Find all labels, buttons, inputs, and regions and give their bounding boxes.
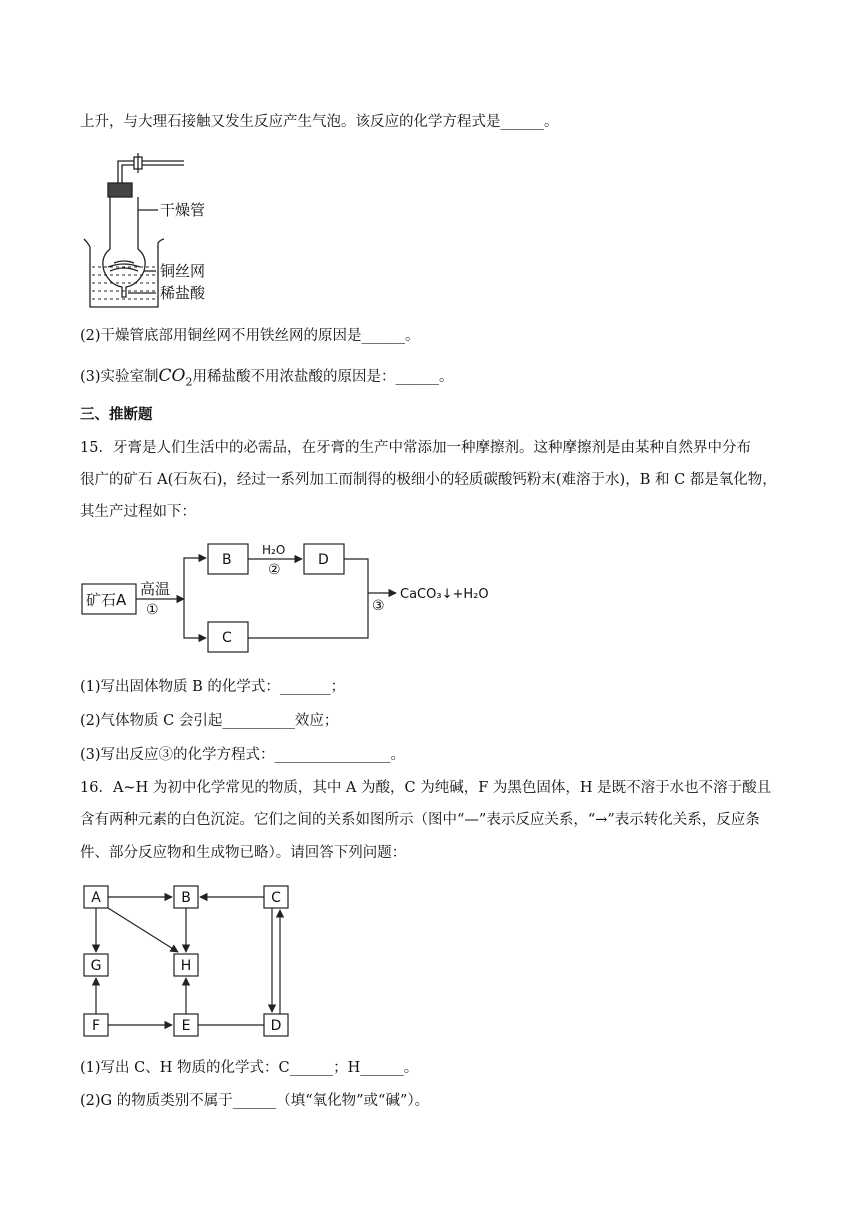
svg-text:H₂O: H₂O [262,543,286,557]
q16-line-1: 16．A~H 为初中化学常见的物质，其中 A 为酸，C 为纯碱，F 为黑色固体，H 是既不溶于水也不溶于酸且 [80,780,772,796]
svg-text:D: D [318,552,329,568]
q15-flow-diagram [78,538,518,658]
node-b: B [181,890,191,906]
q16-line-3: 件、部分反应物和生成物已略）。请回答下列问题： [80,845,407,861]
node-d: D [270,1018,282,1034]
q14-sub3: (3)实验室制$CO_2$用稀盐酸不用浓盐酸的原因是：______。 [80,366,454,389]
node-a: A [91,890,101,906]
co2-formula: $CO_2$ [158,366,193,389]
q14-sub2: (2)干燥管底部用铜丝网不用铁丝网的原因是______。 [80,328,420,344]
q15-line-3: 其生产过程如下： [80,504,196,520]
q16-sub2: (2)G 的物质类别不属于______（填“氧化物”或“碱”）。 [80,1093,430,1109]
label-dry-tube: 干燥管 [160,201,206,219]
q14-intro-continued: 上升，与大理石接触又发生反应产生气泡。该反应的化学方程式是______。 [80,114,559,130]
q15-sub1: (1)写出固体物质 B 的化学式：_______； [80,679,346,695]
svg-text:矿石A: 矿石A [86,591,127,609]
svg-text:①: ① [146,602,159,618]
svg-text:②: ② [268,562,281,578]
q15-sub2: (2)气体物质 C 会引起__________效应； [80,713,339,729]
node-g: G [90,958,102,974]
node-f: F [91,1018,101,1034]
node-e: E [181,1018,191,1034]
q16-line-2: 含有两种元素的白色沉淀。它们之间的关系如图所示（图中“—”表示反应关系，“→”表示转化关系，反应条 [80,812,760,828]
label-dilute-hcl: 稀盐酸 [160,284,206,302]
node-c: C [271,890,281,906]
apparatus-figure [78,143,238,315]
node-h: H [180,958,192,974]
section-title: 三、推断题 [80,407,153,423]
q15-sub3: (3)写出反应③的化学方程式：________________。 [80,747,406,763]
label-copper-mesh: 铜丝网 [160,262,206,280]
svg-text:CaCO₃↓+H₂O: CaCO₃↓+H₂O [400,587,489,602]
q15-line-1: 15．牙膏是人们生活中的必需品，在牙膏的生产中常添加一种摩擦剂。这种摩擦剂是由某种自然界中分布 [80,440,751,456]
svg-text:C: C [222,630,232,646]
svg-text:高温: 高温 [140,580,171,598]
svg-text:③: ③ [372,598,385,614]
q15-line-2: 很广的矿石 A(石灰石)，经过一系列加工而制得的极细小的轻质碳酸钙粉末(难溶于水)，B 和 C 都是氧化物， [80,472,777,488]
q16-relation-diagram [78,880,298,1040]
q16-sub1: (1)写出 C、H 物质的化学式：C______；H______。 [80,1060,419,1076]
svg-text:B: B [222,552,232,568]
